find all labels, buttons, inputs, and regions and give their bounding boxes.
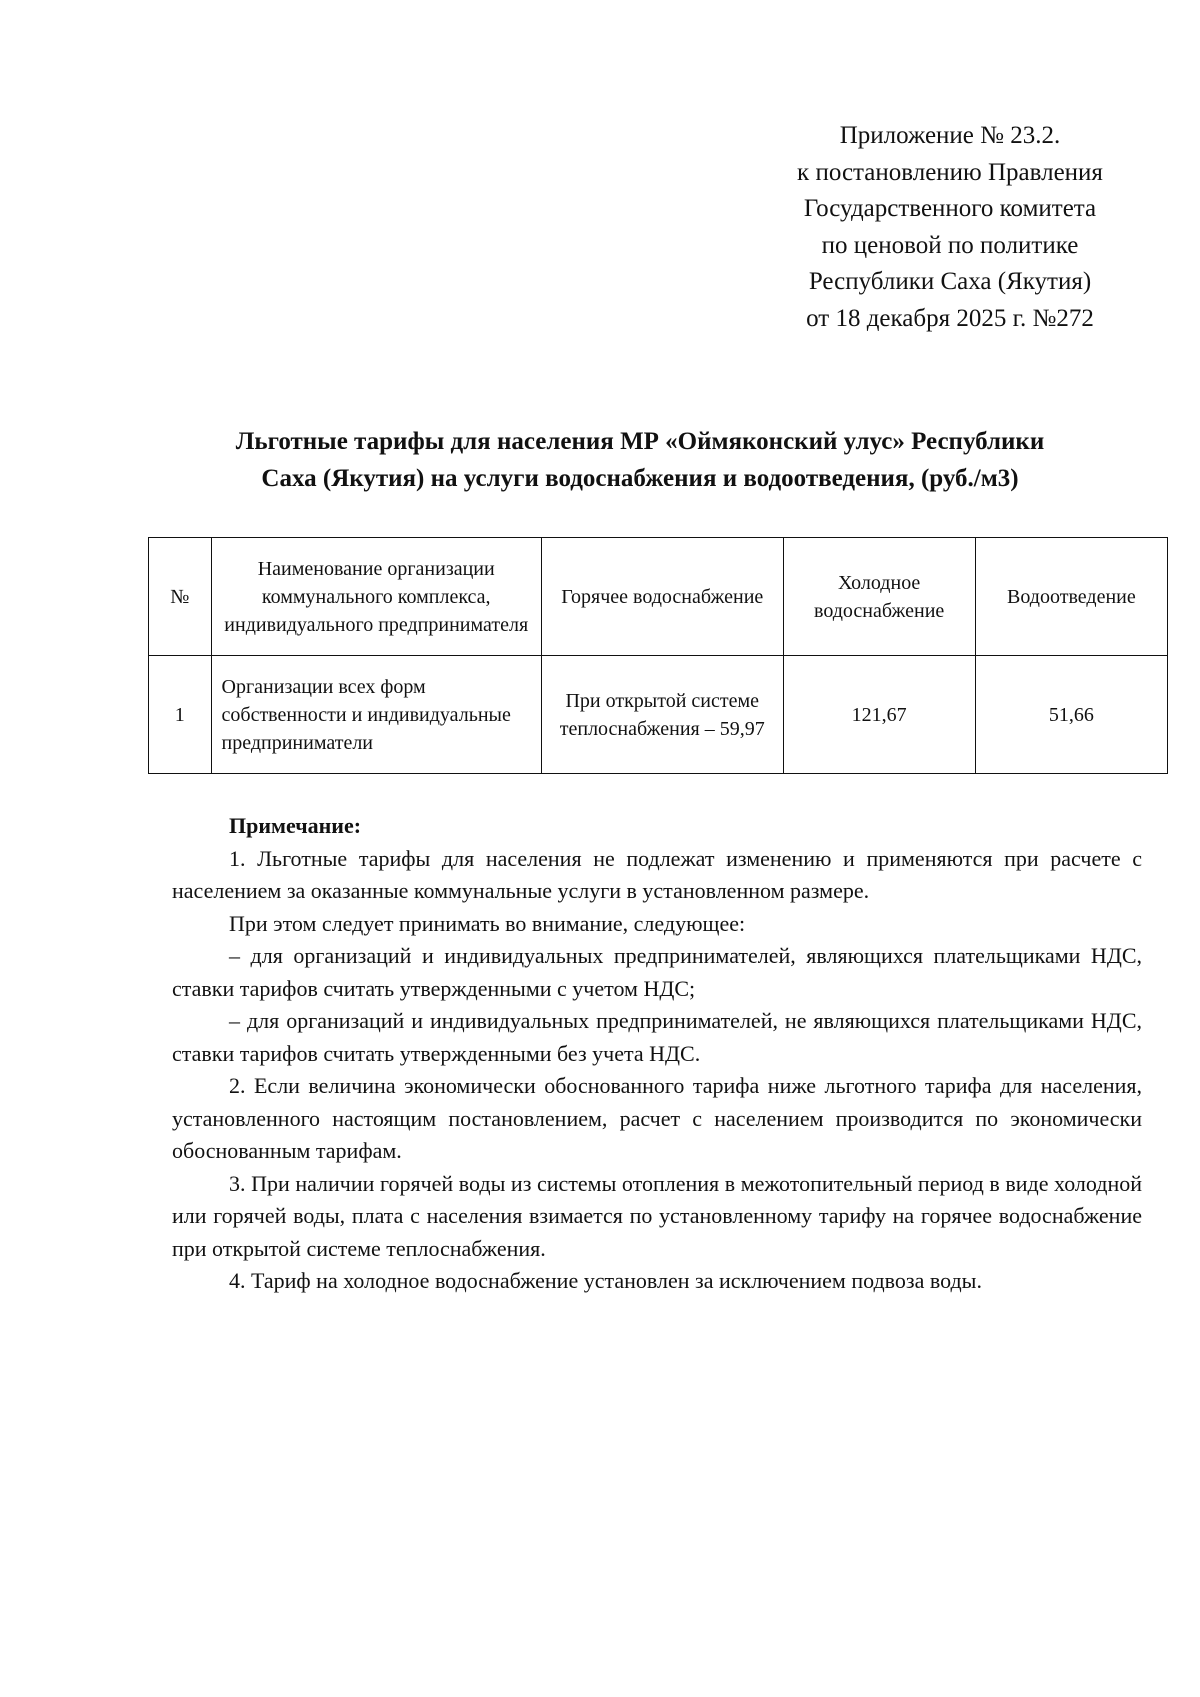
note-paragraph: При этом следует принимать во внимание, следующее: (229, 910, 746, 936)
cell-sewerage: 51,66 (975, 656, 1167, 774)
table-header-row (149, 538, 1168, 656)
note-paragraph: 3. При наличии горячей воды из системы отопления в межотопительный период в виде холодной или горячей воды, плата с населения взимается по установленному тарифу на горячее водоснабжение при открытой системе теплоснабжения. (172, 1170, 1142, 1261)
header-sewerage: Водоотведение (975, 538, 1167, 656)
cell-org: Организации всех форм собственности и индивидуальные предприниматели (211, 656, 541, 774)
appendix-number: Приложение № 23.2. (839, 122, 1061, 149)
cell-hot-water: При открытой системе теплоснабжения – 59,97 (541, 656, 783, 774)
appendix-block (760, 118, 1140, 337)
notes-heading: Примечание: (229, 813, 362, 838)
appendix-line: Республики Саха (Якутия) (808, 268, 1092, 295)
appendix-line: к постановлению Правления (797, 158, 1103, 186)
note-paragraph: – для организаций и индивидуальных предпринимателей, не являющихся плательщиками НДС, ставки тарифов считать утвержденными без учета НДС. (172, 1008, 1142, 1066)
table-row (149, 656, 1168, 774)
appendix-line: по ценовой по политике (821, 231, 1079, 259)
header-num: № (149, 538, 212, 656)
appendix-date: от 18 декабря 2025 г. №272 (806, 304, 1094, 332)
tariff-table (148, 537, 1168, 774)
notes-section (172, 810, 1142, 1298)
header-cold-water: Холодное водоснабжение (783, 538, 975, 656)
document-title (150, 423, 1130, 497)
appendix-line: Государственного комитета (803, 195, 1097, 222)
note-paragraph: – для организаций и индивидуальных предпринимателей, являющихся плательщиками НДС, ставки тарифов считать утвержденными с учетом НДС; (172, 943, 1142, 1001)
title-line: Саха (Якутия) на услуги водоснабжения и водоотведения, (руб./м3) (261, 465, 1019, 492)
note-paragraph: 4. Тариф на холодное водоснабжение установлен за исключением подвоза воды. (229, 1268, 982, 1293)
cell-num: 1 (149, 656, 212, 774)
title-line: Льготные тарифы для населения МР «Оймяконский улус» Республики (235, 428, 1045, 455)
note-paragraph: 2. Если величина экономически обоснованного тарифа ниже льготного тарифа для населения, установленного настоящим постановлением, расчет с населением производится по экономически обоснованным тарифам. (172, 1073, 1142, 1163)
cell-cold-water: 121,67 (783, 656, 975, 774)
note-paragraph: 1. Льготные тарифы для населения не подлежат изменению и применяются при расчете с населением за оказанные коммунальные услуги в установленном размере. (172, 845, 1142, 903)
header-hot-water: Горячее водоснабжение (541, 538, 783, 656)
header-org: Наименование организации коммунального комплекса, индивидуального предпринимателя (211, 538, 541, 656)
